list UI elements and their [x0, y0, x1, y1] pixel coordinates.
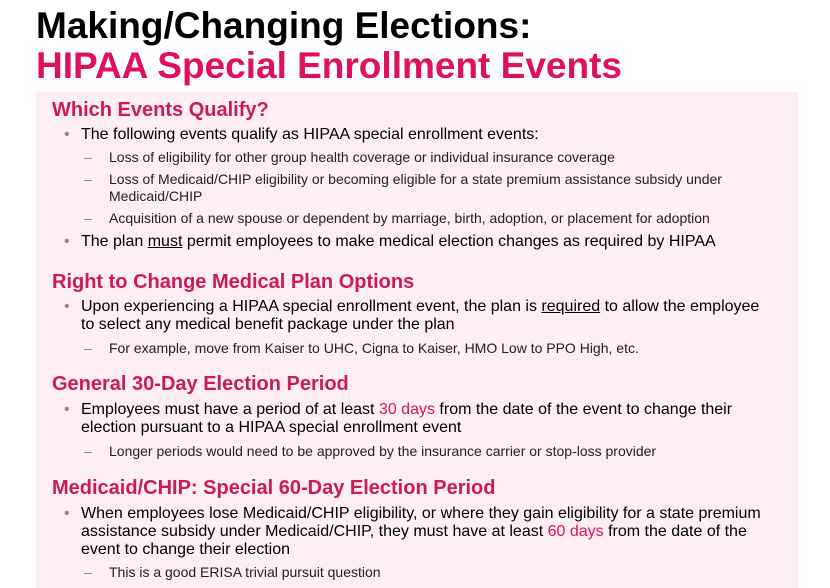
sub-bullet	[52, 340, 772, 357]
dash-icon: –	[84, 340, 92, 356]
bullet	[52, 233, 792, 251]
sub-bullet	[52, 443, 772, 460]
content-panel	[36, 92, 798, 588]
sub-bullet-text: This is a good ERISA trivial pursuit question	[109, 564, 381, 580]
dash-icon: –	[84, 210, 92, 226]
section-heading: Which Events Qualify?	[52, 99, 269, 121]
title-line-1: Making/Changing Elections:	[36, 5, 532, 46]
section-30-day	[52, 372, 772, 460]
section-right-to-change	[52, 270, 772, 357]
bullet-text: The following events qualify as HIPAA special enrollment events:	[81, 126, 539, 143]
section-heading: Right to Change Medical Plan Options	[52, 271, 415, 293]
dash-icon: –	[84, 564, 92, 580]
bullet-dot-icon: •	[64, 233, 70, 250]
bullet-text-pre: The plan	[81, 233, 148, 250]
dash-icon: –	[84, 149, 92, 165]
bullet-dot-icon: •	[64, 126, 70, 143]
bullet	[52, 298, 772, 334]
dash-icon: –	[84, 443, 92, 459]
bullet	[52, 401, 772, 437]
bullet-text-highlight: 60 days	[547, 523, 604, 540]
section-which-events	[52, 98, 792, 251]
bullet-text-pre: When employees lose Medicaid/CHIP eligibility, or where they gain eligibility for a state premium assistance subsidy under Medicaid/CHIP, they must have at least	[81, 505, 761, 540]
sub-bullet	[52, 149, 792, 166]
bullet-dot-icon: •	[64, 401, 70, 418]
bullet-text-post: from the date of the event to change their election	[81, 523, 747, 558]
section-heading: General 30-Day Election Period	[52, 373, 349, 395]
bullet-text-post: permit employees to make medical election changes as required by HIPAA	[182, 233, 716, 250]
sub-bullet-text: Acquisition of a new spouse or dependent by marriage, birth, adoption, or placement for adoption	[109, 210, 710, 226]
sub-bullet	[52, 564, 772, 581]
sub-bullet	[52, 210, 792, 227]
bullet-text-post: from the date of the event to change their election pursuant to a HIPAA special enrollment event	[81, 401, 733, 436]
dash-icon: –	[84, 171, 92, 187]
slide-title	[36, 6, 622, 86]
section-heading: Medicaid/CHIP: Special 60-Day Election Period	[52, 477, 496, 499]
sub-bullet-text: For example, move from Kaiser to UHC, Cigna to Kaiser, HMO Low to PPO High, etc.	[109, 340, 639, 356]
bullet-text-pre: Upon experiencing a HIPAA special enrollment event, the plan is	[81, 298, 542, 315]
sub-bullet-text: Longer periods would need to be approved by the insurance carrier or stop-loss provider	[109, 443, 657, 459]
bullet-text-pre: Employees must have a period of at least	[81, 401, 379, 418]
bullet-text-post: to allow the employee to select any medical benefit package under the plan	[81, 298, 760, 333]
bullet-dot-icon: •	[64, 505, 70, 522]
section-60-day	[52, 476, 772, 581]
bullet	[52, 126, 792, 144]
sub-bullet-text: Loss of Medicaid/CHIP eligibility or becoming eligible for a state premium assistance subsidy under Medicaid/CHIP	[109, 171, 722, 204]
bullet-text-highlight: 30 days	[378, 401, 435, 418]
sub-bullet	[52, 171, 739, 205]
bullet	[52, 505, 772, 559]
title-line-2: HIPAA Special Enrollment Events	[36, 45, 622, 86]
bullet-text-underlined: must	[147, 233, 183, 250]
sub-bullet-text: Loss of eligibility for other group health coverage or individual insurance coverage	[109, 149, 615, 165]
bullet-text-underlined: required	[541, 298, 601, 315]
bullet-dot-icon: •	[64, 298, 70, 315]
